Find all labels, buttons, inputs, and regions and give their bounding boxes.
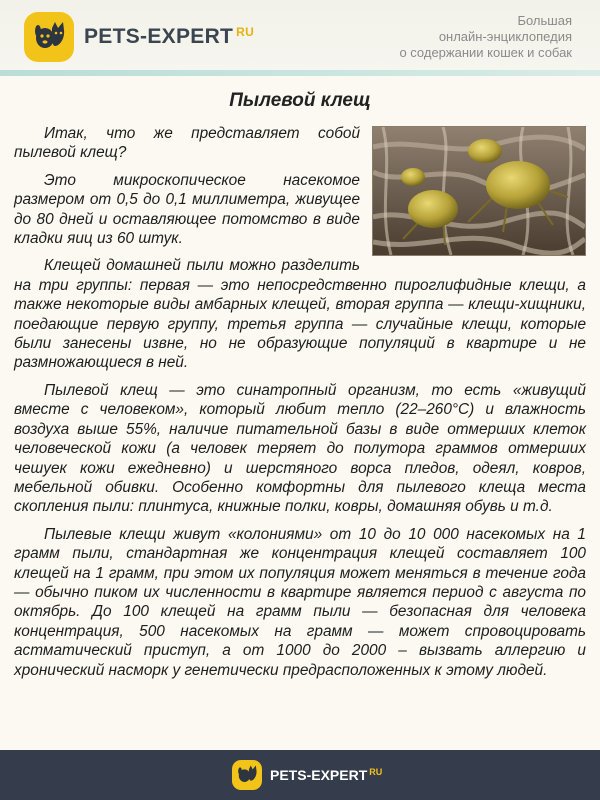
site-footer [0,750,600,800]
article [14,80,586,740]
logo-name: PETS-EXPERT [84,25,234,48]
footer-logo[interactable] [232,760,382,790]
article-paragraph: Это микроскопическое насекомое размером от 0,5 до 0,1 миллиметра, живущее до 80 дней и оставляющее потомство в виде кладки яиц из 60 штук. [14,171,360,248]
pet-logo-icon [24,12,74,62]
header-divider [0,70,600,76]
site-tagline [352,13,572,61]
tagline-line: о содержании кошек и собак [399,45,572,60]
dust-mite-photo [372,126,586,256]
footer-logo-text [270,767,382,783]
article-paragraph: Пылевой клещ — это синатропный организм, то есть «живущий вместе с человеком», который любит тепло (22–260°С) и влажность воздуха выше 55%, наличие питательной базы в виде отмерших клеток человеческой кожи (а человек теряет до полутора граммов отмерших чешуек кожи ежедневно) и шерстяного ворса пледов, одеял, ковров, мебельной обивки. Особенно комфортны для пылевого клеща места скопления пыли: плинтуса, книжные полки, ковры, домашняя обувь и т.д. [14,381,586,516]
logo-text [84,25,254,49]
article-paragraph: Итак, что же представляет собой пылевой клещ? [14,125,360,162]
site-logo[interactable] [24,12,254,62]
logo-suffix: RU [236,25,255,39]
site-header [0,0,600,72]
tagline-line: Большая [517,13,572,28]
article-paragraph: Пылевые клещи живут «колониями» от 10 до 10 000 насекомых на 1 грамм пыли, стандартная же концентрация клещей составляет 100 клещей на 1 грамм, при этом их популяция может меняться в течение года — обычно пиком их численности в квартире является период с августа по октябрь. До 100 клещей на грамм пыли — безопасная для человека концентрация, 500 насекомых на грамм — может спровоцировать астматический приступ, а от 1000 до 2000 – вызвать аллергию и хронический насморк у генетически предрасположенных к этому людей. [14,525,586,679]
pet-logo-icon [232,760,262,790]
article-title: Пылевой клещ [229,90,371,111]
tagline-line: онлайн-энциклопедия [438,29,572,44]
footer-logo-name: PETS-EXPERT [270,767,368,783]
footer-logo-suffix: RU [369,767,383,777]
article-paragraph: Клещей домашней пыли можно разделить на три группы: первая — это непосредственно пироглифидные клещи, а также некоторые виды амбарных клещей, вторая группа — клещи-хищники, поедающие первую группу, третья группа — случайные клещи, которые были занесены извне, но не образующие популяций в квартире и не размножающиеся в ней. [14,257,586,372]
